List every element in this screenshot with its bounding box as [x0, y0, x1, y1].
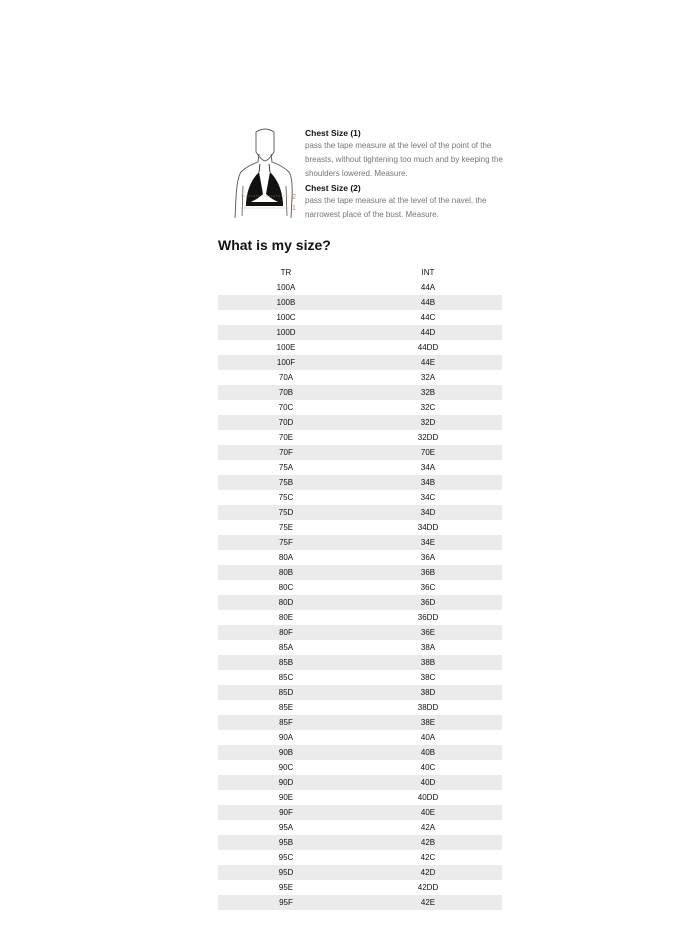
- cell-tr-size: 80A: [278, 553, 294, 562]
- cell-tr-size: 80F: [218, 625, 354, 640]
- cell-tr-size: 70B: [218, 385, 354, 400]
- cell-tr-size: 80C: [278, 583, 294, 592]
- table-row: [218, 340, 502, 355]
- measure-marker-1: 1: [292, 205, 296, 212]
- table-row: [218, 310, 502, 325]
- cell-tr-size: 75C: [278, 493, 294, 502]
- cell-tr-size: 85A: [278, 643, 294, 652]
- cell-int-size: 38A: [420, 643, 436, 652]
- measurement-description: pass the tape measure at the level of the navel, the narrowest place of the bust. Measure.: [305, 196, 487, 219]
- cell-tr-size: 100D: [218, 325, 354, 340]
- table-row: [218, 865, 502, 880]
- cell-tr-size: 90A: [278, 733, 294, 742]
- cell-int-size: 36DD: [417, 613, 439, 622]
- table-row: [218, 490, 502, 505]
- cell-tr-size: 100B: [218, 295, 354, 310]
- cell-int-size: 34DD: [417, 523, 439, 532]
- cell-int-size: 40C: [420, 763, 436, 772]
- table-row: [218, 460, 502, 475]
- table-row: [218, 325, 502, 340]
- column-header-tr: TR: [280, 268, 292, 277]
- size-conversion-table: [218, 265, 502, 910]
- cell-int-size: 40E: [354, 805, 502, 820]
- cell-int-size: 38DD: [417, 703, 439, 712]
- table-row: [218, 385, 502, 400]
- table-row: [218, 400, 502, 415]
- size-section-title: What is my size?: [218, 237, 331, 253]
- table-row: [218, 685, 502, 700]
- cell-int-size: 42E: [354, 895, 502, 910]
- cell-int-size: 32B: [354, 385, 502, 400]
- cell-int-size: 36D: [354, 595, 502, 610]
- cell-tr-size: 100A: [276, 283, 296, 292]
- cell-int-size: 34E: [354, 535, 502, 550]
- column-header-int: INT: [421, 268, 435, 277]
- cell-int-size: 36A: [420, 553, 436, 562]
- cell-tr-size: 70F: [218, 445, 354, 460]
- table-row: [218, 445, 502, 460]
- cell-int-size: 40A: [420, 733, 436, 742]
- table-row: [218, 430, 502, 445]
- cell-int-size: 42DD: [417, 883, 439, 892]
- measurement-description: pass the tape measure at the level of the point of the breasts, without tightening too much and by keeping the shoulders lowered. Measure.: [305, 141, 503, 178]
- table-row: [218, 565, 502, 580]
- torso-figure-icon: [229, 128, 301, 220]
- cell-int-size: 38D: [354, 685, 502, 700]
- table-row: [218, 790, 502, 805]
- measurement-title: Chest Size (1): [305, 128, 361, 138]
- table-row: [218, 595, 502, 610]
- table-row: [218, 355, 502, 370]
- cell-tr-size: 90F: [218, 805, 354, 820]
- cell-int-size: 44D: [354, 325, 502, 340]
- cell-int-size: 40D: [354, 775, 502, 790]
- table-row: [218, 880, 502, 895]
- cell-int-size: 42B: [354, 835, 502, 850]
- cell-int-size: 38E: [354, 715, 502, 730]
- table-row: [218, 760, 502, 775]
- cell-tr-size: 85F: [218, 715, 354, 730]
- measurement-item: [305, 183, 510, 222]
- cell-tr-size: 70A: [278, 373, 294, 382]
- table-row: [218, 775, 502, 790]
- cell-int-size: 42A: [420, 823, 436, 832]
- cell-tr-size: 85D: [218, 685, 354, 700]
- cell-tr-size: 80D: [218, 595, 354, 610]
- cell-int-size: 32DD: [417, 433, 439, 442]
- cell-int-size: 34B: [354, 475, 502, 490]
- cell-tr-size: 70D: [218, 415, 354, 430]
- cell-tr-size: 75E: [278, 523, 294, 532]
- cell-tr-size: 95D: [218, 865, 354, 880]
- cell-tr-size: 100E: [276, 343, 296, 352]
- body-measurement-illustration: [229, 128, 301, 220]
- cell-tr-size: 75F: [218, 535, 354, 550]
- cell-tr-size: 85E: [278, 703, 294, 712]
- cell-int-size: 44DD: [417, 343, 439, 352]
- cell-int-size: 32A: [420, 373, 436, 382]
- cell-tr-size: 80E: [278, 613, 294, 622]
- cell-tr-size: 75D: [218, 505, 354, 520]
- table-row: [218, 895, 502, 910]
- cell-int-size: 44E: [354, 355, 502, 370]
- cell-int-size: 42C: [420, 853, 436, 862]
- cell-int-size: 38C: [420, 673, 436, 682]
- table-row: [218, 280, 502, 295]
- cell-tr-size: 90B: [218, 745, 354, 760]
- cell-tr-size: 75A: [278, 463, 294, 472]
- cell-tr-size: 95E: [278, 883, 294, 892]
- table-row: [218, 505, 502, 520]
- cell-int-size: 32C: [420, 403, 436, 412]
- measurement-instructions: [305, 128, 510, 224]
- table-row: [218, 745, 502, 760]
- table-row: [218, 670, 502, 685]
- measure-marker-2: 2: [292, 194, 296, 201]
- table-row: [218, 610, 502, 625]
- cell-tr-size: 80B: [218, 565, 354, 580]
- table-row: [218, 625, 502, 640]
- table-row: [218, 640, 502, 655]
- cell-int-size: 36B: [354, 565, 502, 580]
- cell-int-size: 38B: [354, 655, 502, 670]
- table-row: [218, 820, 502, 835]
- table-row: [218, 700, 502, 715]
- table-body: [218, 280, 502, 910]
- cell-tr-size: 95A: [278, 823, 294, 832]
- table-row: [218, 295, 502, 310]
- table-row: [218, 580, 502, 595]
- cell-tr-size: 90D: [218, 775, 354, 790]
- cell-int-size: 42D: [354, 865, 502, 880]
- table-row: [218, 805, 502, 820]
- cell-int-size: 44A: [420, 283, 436, 292]
- cell-int-size: 40B: [354, 745, 502, 760]
- cell-tr-size: 75B: [218, 475, 354, 490]
- measurement-title: Chest Size (2): [305, 183, 361, 193]
- cell-tr-size: 90E: [278, 793, 294, 802]
- table-row: [218, 655, 502, 670]
- cell-tr-size: 70E: [278, 433, 294, 442]
- table-row: [218, 715, 502, 730]
- cell-int-size: 36E: [354, 625, 502, 640]
- table-header-row: [218, 265, 502, 280]
- cell-tr-size: 100C: [276, 313, 296, 322]
- cell-int-size: 32D: [354, 415, 502, 430]
- table-row: [218, 835, 502, 850]
- cell-int-size: 44C: [420, 313, 436, 322]
- measurement-item: [305, 128, 510, 181]
- cell-tr-size: 95B: [218, 835, 354, 850]
- cell-tr-size: 90C: [278, 763, 294, 772]
- table-row: [218, 370, 502, 385]
- table-row: [218, 850, 502, 865]
- cell-int-size: 40DD: [417, 793, 439, 802]
- table-row: [218, 520, 502, 535]
- cell-tr-size: 95F: [218, 895, 354, 910]
- cell-tr-size: 70C: [278, 403, 294, 412]
- cell-int-size: 70E: [354, 445, 502, 460]
- cell-int-size: 34D: [354, 505, 502, 520]
- table-row: [218, 475, 502, 490]
- cell-tr-size: 95C: [278, 853, 294, 862]
- cell-tr-size: 85C: [278, 673, 294, 682]
- cell-int-size: 34C: [420, 493, 436, 502]
- cell-tr-size: 100F: [218, 355, 354, 370]
- table-row: [218, 550, 502, 565]
- table-row: [218, 415, 502, 430]
- table-row: [218, 535, 502, 550]
- cell-int-size: 36C: [420, 583, 436, 592]
- cell-tr-size: 85B: [218, 655, 354, 670]
- cell-int-size: 44B: [354, 295, 502, 310]
- cell-int-size: 34A: [420, 463, 436, 472]
- table-row: [218, 730, 502, 745]
